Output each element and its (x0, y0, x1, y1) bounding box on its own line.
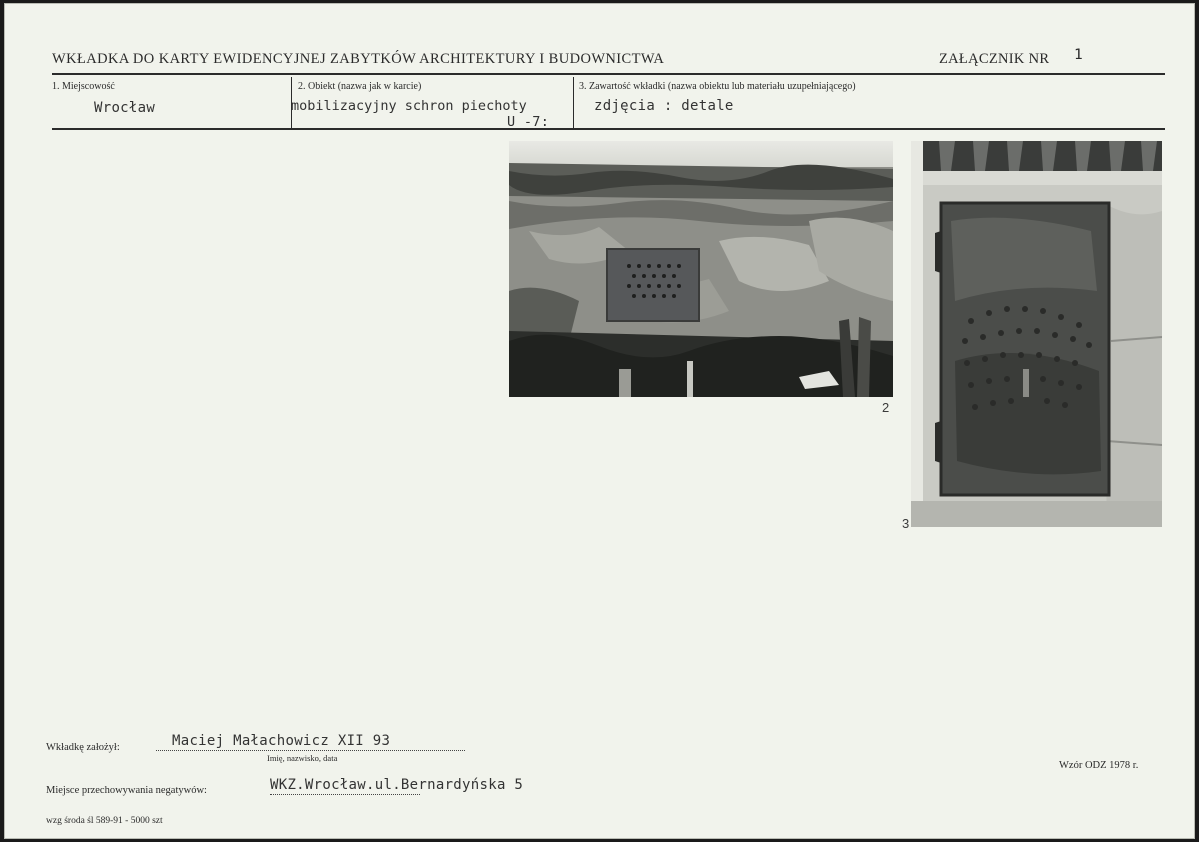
content-value: zdjęcia : detale (594, 98, 734, 114)
record-card-insert (4, 3, 1195, 839)
created-by-caption: Imię, nazwisko, data (267, 753, 338, 763)
field-divider-2 (573, 77, 574, 130)
header-bottom-rule (52, 128, 1165, 130)
rusted-armored-door-photo (911, 141, 1162, 527)
wall-with-perforated-door-photo (509, 141, 893, 397)
locality-label: 1. Miejscowość (52, 81, 115, 92)
negatives-value: WKZ.Wrocław.ul.Bernardyńska 5 (270, 777, 524, 793)
created-by-label: Wkładkę założył: (46, 742, 120, 753)
attachment-number: 1 (1074, 47, 1083, 63)
content-label: 3. Zawartość wkładki (nazwa obiektu lub materiału uzupełniającego) (579, 81, 856, 92)
photo-3-number: 3 (902, 516, 910, 531)
header-top-rule (52, 73, 1165, 75)
created-by-line (156, 750, 465, 751)
negatives-label: Miejsce przechowywania negatywów: (46, 785, 207, 796)
photo-2-number: 2 (882, 400, 890, 415)
form-title: WKŁADKA DO KARTY EWIDENCYJNEJ ZABYTKÓW ARCHITEKTURY I BUDOWNICTWA (52, 51, 665, 67)
object-value-line1: mobilizacyjny schron piechoty (291, 98, 527, 114)
model-label: Wzór ODZ 1978 r. (1059, 760, 1139, 771)
object-value-line2: U -7: (507, 114, 550, 130)
print-info: wzg środa śl 589-91 - 5000 szt (46, 816, 163, 826)
attachment-label: ZAŁĄCZNIK NR (939, 51, 1050, 67)
locality-value: Wrocław (94, 100, 156, 116)
created-by-value: Maciej Małachowicz XII 93 (172, 733, 391, 749)
negatives-line (270, 794, 420, 795)
object-label: 2. Obiekt (nazwa jak w karcie) (298, 81, 422, 92)
